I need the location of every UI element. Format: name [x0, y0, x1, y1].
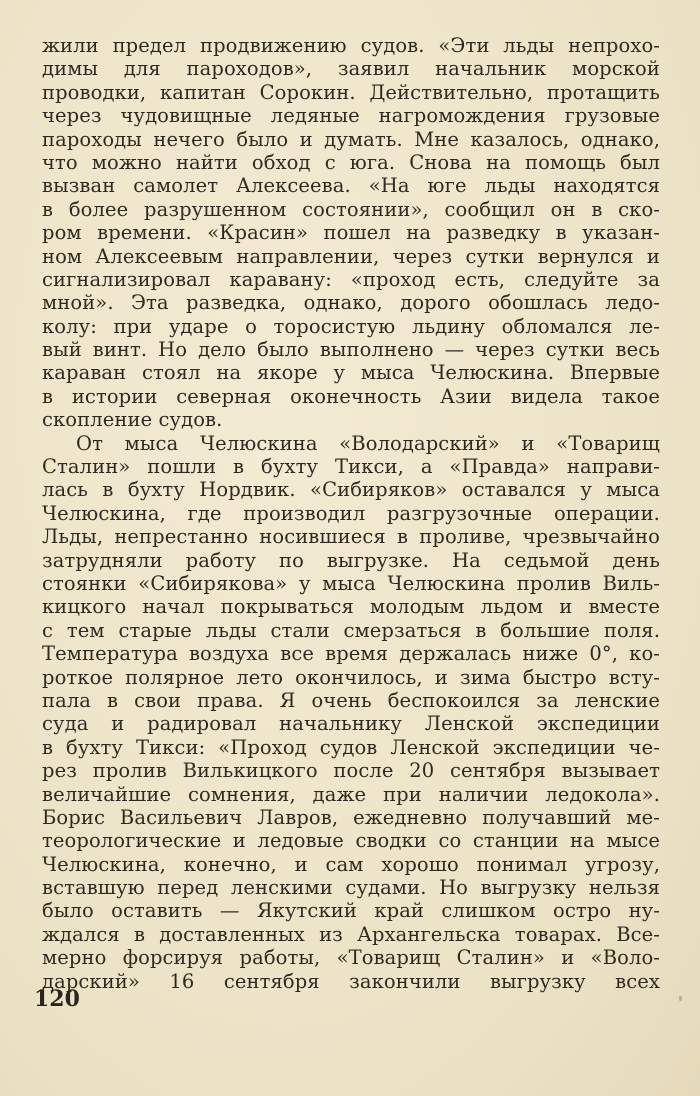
text-line: лась в бухту Нордвик. «Сибиряков» оставался у мыса — [42, 478, 660, 502]
text-line: через чудовищные ледяные нагромождения грузовые — [42, 104, 660, 128]
paragraph-1 — [42, 34, 660, 432]
text-line: величайшие сомнения, даже при наличии ледокола». — [42, 782, 660, 806]
text-line: жили предел продвижению судов. «Эти льды непрохо- — [42, 34, 660, 57]
text-line: ном Алексеевым направлении, через сутки вернулся и — [42, 244, 660, 268]
text-line: теорологические и ледовые сводки со станции на мысе — [42, 829, 660, 853]
text-line: вызван самолет Алексеева. «На юге льды находятся — [42, 174, 660, 198]
text-line: дарский» 16 сентября закончили выгрузку всех — [42, 969, 660, 993]
text-line: ждался в доставленных из Архангельска товарах. Все- — [42, 922, 660, 946]
text-line: Температура воздуха все время держалась ниже 0°, ко- — [42, 642, 660, 666]
paper-speck — [679, 996, 682, 1001]
text-line: вставшую перед ленскими судами. Но выгрузку нельзя — [42, 876, 660, 900]
text-line: Льды, непрестанно носившиеся в проливе, чрезвычайно — [42, 525, 660, 549]
text-line: было оставить — Якутский край слишком остро ну- — [42, 899, 660, 923]
text-line: затрудняли работу по выгрузке. На седьмой день — [42, 548, 660, 572]
text-line: стоянки «Сибирякова» у мыса Челюскина пролив Виль- — [42, 571, 660, 595]
text-line: колу: при ударе о торосистую льдину обломался ле- — [42, 314, 660, 338]
text-line: вый винт. Но дело было выполнено — через сутки весь — [42, 338, 660, 362]
text-line: с тем старые льды стали смерзаться в большие поля. — [42, 618, 660, 642]
text-line: в бухту Тикси: «Проход судов Ленской экспедиции че- — [42, 735, 660, 759]
text-line: Челюскина, где производил разгрузочные операции. — [42, 501, 660, 525]
text-line: пала в свои права. Я очень беспокоился за ленские — [42, 688, 660, 712]
text-line: Сталин» пошли в бухту Тикси, а «Правда» направи- — [42, 455, 660, 479]
text-line: Челюскина, конечно, и сам хорошо понимал угрозу, — [42, 852, 660, 876]
text-line: караван стоял на якоре у мыса Челюскина. Впервые — [42, 361, 660, 385]
text-line: мерно форсируя работы, «Товарищ Сталин» и «Воло- — [42, 946, 660, 970]
text-line: проводки, капитан Сорокин. Действительно, протащить — [42, 80, 660, 104]
text-line: пароходы нечего было и думать. Мне казалось, однако, — [42, 127, 660, 151]
text-line: что можно найти обход с юга. Снова на помощь был — [42, 150, 660, 174]
text-line: роткое полярное лето окончилось, и зима быстро всту- — [42, 665, 660, 689]
text-line: суда и радировал начальнику Ленской экспедиции — [42, 712, 660, 736]
text-line: ром времени. «Красин» пошел на разведку в указан- — [42, 221, 660, 245]
text-line: в более разрушенном состоянии», сообщил он в ско- — [42, 197, 660, 221]
text-line: в истории северная оконечность Азии видела такое — [42, 384, 660, 408]
text-line: мной». Эта разведка, однако, дорого обошлась ледо- — [42, 291, 660, 315]
paragraph-2 — [42, 432, 660, 993]
text-line: сигнализировал каравану: «проход есть, следуйте за — [42, 267, 660, 291]
text-line: димы для пароходов», заявил начальник морской — [42, 57, 660, 81]
text-line: рез пролив Вилькицкого после 20 сентября вызывает — [42, 759, 660, 783]
text-line: кицкого начал покрываться молодым льдом и вместе — [42, 595, 660, 619]
page-number: 120 — [34, 986, 80, 1012]
text-line: скопление судов. — [42, 408, 223, 432]
text-line: Борис Васильевич Лавров, ежедневно получавший ме- — [42, 805, 660, 829]
text-line: От мыса Челюскина «Володарский» и «Товарищ — [76, 431, 660, 455]
